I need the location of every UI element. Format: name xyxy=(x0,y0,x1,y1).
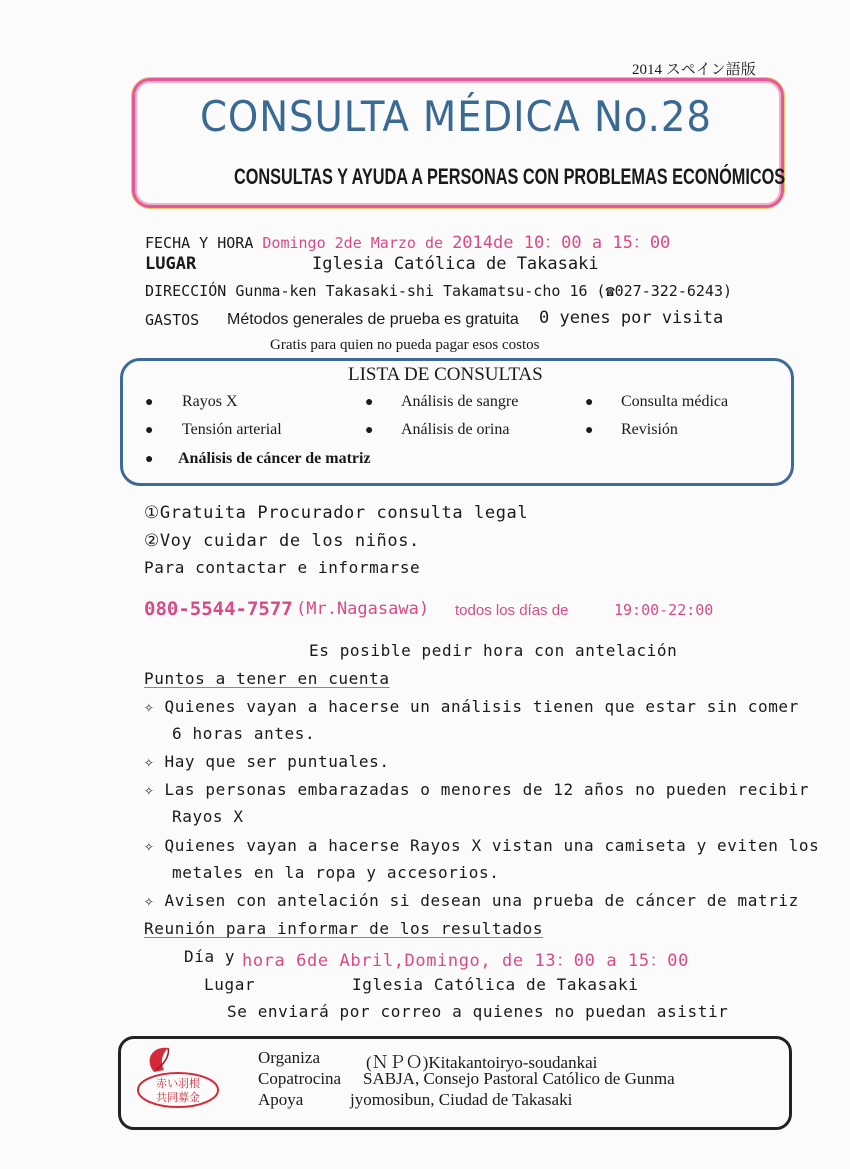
contact-phone: 080-5544-7577 xyxy=(144,598,293,620)
punto-line: ✧ Las personas embarazadas o menores de 12 años no pueden recibir xyxy=(144,780,810,799)
lista-item: Análisis de cáncer de matriz xyxy=(178,450,371,467)
lugar-label: LUGAR xyxy=(145,254,197,274)
service-legal: ①Gratuita Procurador consulta legal xyxy=(144,503,529,523)
lista-item: Análisis de orina xyxy=(401,421,510,438)
gastos-label: GASTOS xyxy=(145,311,200,329)
punto-line: ✧ Quienes vayan a hacerse un análisis tienen que estar sin comer xyxy=(144,697,799,716)
contact-hours-label: todos los días de xyxy=(455,602,569,619)
fecha-day: Domingo 2de Marzo de xyxy=(262,234,444,252)
bullet-icon: ● xyxy=(365,395,374,410)
reunion-dia-value: hora 6de Abril,Domingo, de 13：00 a 15：00 xyxy=(242,951,689,971)
punto-line: ✧ Quienes vayan a hacerse Rayos X vistan una camiseta y eviten los xyxy=(144,836,820,855)
reunion-lugar-value: Iglesia Católica de Takasaki xyxy=(352,975,639,994)
punto-line: Rayos X xyxy=(172,807,244,826)
service-children: ②Voy cuidar de los niños. xyxy=(144,531,420,551)
lista-item: Tensión arterial xyxy=(182,421,282,438)
punto-line: ✧ Hay que ser puntuales. xyxy=(144,752,390,771)
page-subtitle: CONSULTAS Y AYUDA A PERSONAS CON PROBLEMAS ECONÓMICOS xyxy=(234,164,786,189)
direccion-row xyxy=(145,282,732,300)
direccion-value: Gunma-ken Takasaki-shi Takamatsu-cho 16 xyxy=(235,282,588,300)
logo-text-2: 共同募金 xyxy=(156,1091,200,1104)
fecha-row xyxy=(145,228,670,253)
bullet-icon: ● xyxy=(145,423,154,438)
reunion-note: Se enviará por correo a quienes no puedan asistir xyxy=(227,1002,729,1021)
edition-label: 2014 スペイン語版 xyxy=(632,62,756,78)
lista-item: Revisión xyxy=(621,421,678,438)
punto-line: 6 horas antes. xyxy=(172,724,316,743)
punto-line: ✧ Avisen con antelación si desean una prueba de cáncer de matriz xyxy=(144,891,799,910)
reunion-heading: Reunión para informar de los resultados xyxy=(144,919,544,938)
reunion-lugar-label: Lugar xyxy=(204,975,256,994)
bullet-icon: ● xyxy=(585,395,594,410)
footer-value: jyomosibun, Ciudad de Takasaki xyxy=(350,1090,573,1109)
puntos-heading: Puntos a tener en cuenta xyxy=(144,669,390,688)
lugar-value: Iglesia Católica de Takasaki xyxy=(312,254,599,274)
gastos-note: Gratis para quien no pueda pagar esos costos xyxy=(270,337,540,353)
contact-note: Es posible pedir hora con antelación xyxy=(309,641,678,660)
bullet-icon: ● xyxy=(585,423,594,438)
direccion-label: DIRECCIÓN xyxy=(145,282,227,300)
logo-text-1: 赤い羽根 xyxy=(156,1077,200,1090)
gastos-value: 0 yenes por visita xyxy=(539,308,724,328)
footer-value: (ＮＰＯ)Kitakantoiryo-soudankai xyxy=(366,1053,598,1072)
red-feather-logo-icon xyxy=(134,1042,224,1112)
page-title: CONSULTA MÉDICA No.28 xyxy=(200,92,712,141)
lista-item: Análisis de sangre xyxy=(401,393,519,410)
fecha-label: FECHA Y HORA xyxy=(145,234,254,252)
footer-label: Organiza xyxy=(258,1048,320,1067)
fecha-year-time: 2014de 10：00 a 15：00 xyxy=(452,233,671,253)
gastos-desc: Métodos generales de prueba es gratuita xyxy=(227,311,519,328)
contact-intro: Para contactar e informarse xyxy=(144,558,421,577)
bullet-icon: ● xyxy=(365,423,374,438)
lista-item: Consulta médica xyxy=(621,393,729,410)
bullet-icon: ● xyxy=(145,452,154,467)
reunion-dia-label: Día y xyxy=(184,947,236,966)
punto-line: metales en la ropa y accesorios. xyxy=(172,863,500,882)
bullet-icon: ● xyxy=(145,395,154,410)
direccion-phone: (☎027-322-6243) xyxy=(596,282,733,300)
contact-hours: 19:00-22:00 xyxy=(614,601,714,619)
lista-title: LISTA DE CONSULTAS xyxy=(348,364,543,385)
contact-name: (Mr.Nagasawa) xyxy=(296,599,430,619)
footer-value: SABJA, Consejo Pastoral Católico de Gunma xyxy=(363,1069,675,1088)
lista-item: Rayos X xyxy=(182,393,238,410)
footer-label: Apoya xyxy=(258,1090,304,1109)
footer-label: Copatrocina xyxy=(258,1069,342,1088)
